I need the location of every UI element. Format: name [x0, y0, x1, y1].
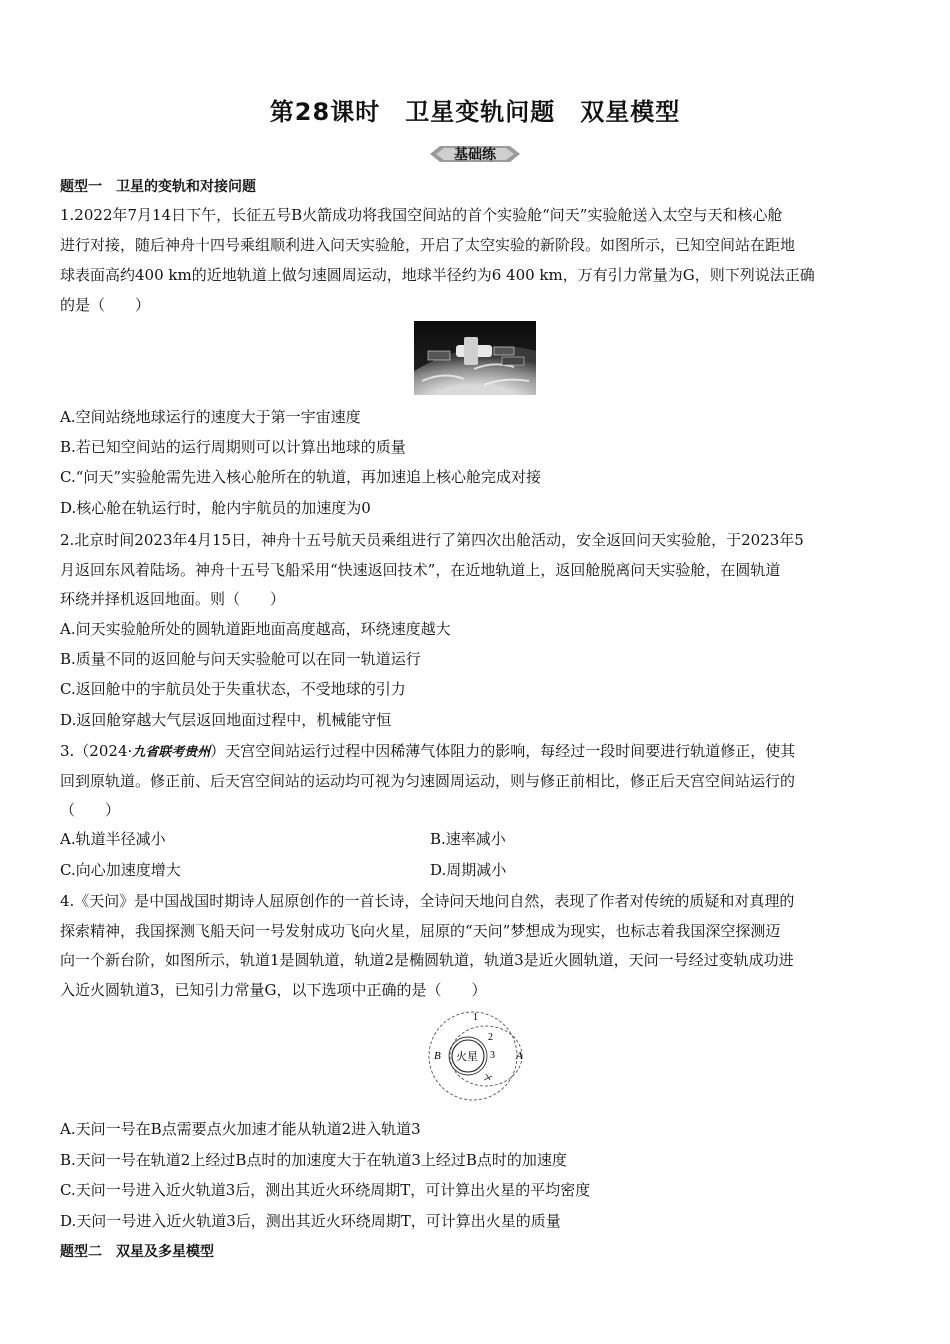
q3-option-b: B.速率减小	[430, 830, 506, 848]
q3-source-tag: 九省联考贵州	[132, 745, 211, 760]
q3-option-c: C.向心加速度增大	[60, 861, 181, 879]
q1-stem-line: 的是（ ）	[60, 296, 151, 314]
planet-label: 火星	[456, 1050, 478, 1063]
orbit-3-label: 3	[490, 1050, 495, 1061]
q3-option-d: D.周期减小	[430, 861, 507, 879]
orbit-2-label: 2	[488, 1032, 493, 1043]
q4-option-a: A.天问一号在B点需要点火加速才能从轨道2进入轨道3	[60, 1120, 421, 1138]
q3-stem-rest: ）天宫空间站运行过程中因稀薄气体阻力的影响，每经过一段时间要进行轨道修正，使其	[210, 742, 796, 760]
spacecraft-marker	[484, 1074, 492, 1080]
q3-stem-line: （ ）	[60, 801, 121, 819]
q4-stem-line: 4.《天问》是中国战国时期诗人屈原创作的一首长诗，全诗问天地问自然，表现了作者对传统的质疑和对真理的	[60, 892, 795, 910]
orbit-diagram	[418, 1008, 532, 1104]
q2-stem-line: 环绕并择机返回地面。则（ ）	[60, 590, 286, 608]
q3-prefix: 3.（2024·	[60, 742, 133, 760]
q4-stem-line: 探索精神，我国探测飞船天问一号发射成功飞向火星，屈原的“天问”梦想成为现实，也标志着我国深空探测迈	[60, 922, 781, 940]
point-a-label: A	[516, 1050, 523, 1062]
q2-stem-line: 2.北京时间2023年4月15日，神舟十五号航天员乘组进行了第四次出舱活动，安全返回问天实验舱，于2023年5	[60, 531, 804, 549]
page-title: 第28课时 卫星变轨问题 双星模型	[269, 98, 681, 126]
q2-option-a: A.问天实验舱所处的圆轨道距地面高度越高，环绕速度越大	[60, 620, 451, 638]
q3-stem-line: 回到原轨道。修正前、后天宫空间站的运动均可视为匀速圆周运动，则与修正前相比，修正后天宫空间站运行的	[60, 772, 796, 790]
q2-stem-line: 月返回东风着陆场。神舟十五号飞船采用“快速返回技术”，在近地轨道上，返回舱脱离问天实验舱，在圆轨道	[60, 561, 781, 579]
space-station-photo	[414, 321, 536, 395]
orbit-1-label: 1	[473, 1012, 478, 1023]
q4-stem-line: 入近火圆轨道3，已知引力常量G，以下选项中正确的是（ ）	[60, 981, 487, 999]
q4-option-c: C.天问一号进入近火轨道3后，测出其近火环绕周期T，可计算出火星的平均密度	[60, 1181, 591, 1199]
q4-option-b: B.天问一号在轨道2上经过B点时的加速度大于在轨道3上经过B点时的加速度	[60, 1151, 567, 1169]
q1-option-d: D.核心舱在轨运行时，舱内宇航员的加速度为0	[60, 499, 371, 517]
q1-option-a: A.空间站绕地球运行的速度大于第一宇宙速度	[60, 408, 361, 426]
badge-label: 基础练	[454, 147, 496, 163]
q2-option-d: D.返回舱穿越大气层返回地面过程中，机械能守恒	[60, 711, 392, 729]
q1-stem-line: 1.2022年7月14日下午，长征五号B火箭成功将我国空间站的首个实验舱“问天”实验舱送入太空与天和核心舱	[60, 206, 783, 224]
q4-stem-line: 向一个新台阶，如图所示，轨道1是圆轨道，轨道2是椭圆轨道，轨道3是近火圆轨道，天问一号经过变轨成功进	[60, 951, 794, 969]
q3-option-a: A.轨道半径减小	[60, 830, 166, 848]
q3-stem-line	[60, 741, 795, 763]
point-b-label: B	[434, 1050, 441, 1062]
q1-option-b: B.若已知空间站的运行周期则可以计算出地球的质量	[60, 438, 406, 456]
section-badge	[426, 143, 524, 165]
q1-stem-line: 进行对接，随后神舟十四号乘组顺利进入问天实验舱，开启了太空实验的新阶段。如图所示，已知空间站在距地	[60, 236, 796, 254]
section-heading-1: 题型一 卫星的变轨和对接问题	[60, 179, 256, 195]
q1-option-c: C.“问天”实验舱需先进入核心舱所在的轨道，再加速追上核心舱完成对接	[60, 468, 542, 486]
q1-stem-line: 球表面高约400 km的近地轨道上做匀速圆周运动，地球半径约为6 400 km，万有引力常量为G，则下列说法正确	[60, 266, 815, 284]
q2-option-b: B.质量不同的返回舱与问天实验舱可以在同一轨道运行	[60, 650, 421, 668]
section-heading-2: 题型二 双星及多星模型	[60, 1244, 214, 1260]
q4-option-d: D.天问一号进入近火轨道3后，测出其近火环绕周期T，可计算出火星的质量	[60, 1212, 561, 1230]
q2-option-c: C.返回舱中的宇航员处于失重状态，不受地球的引力	[60, 680, 406, 698]
